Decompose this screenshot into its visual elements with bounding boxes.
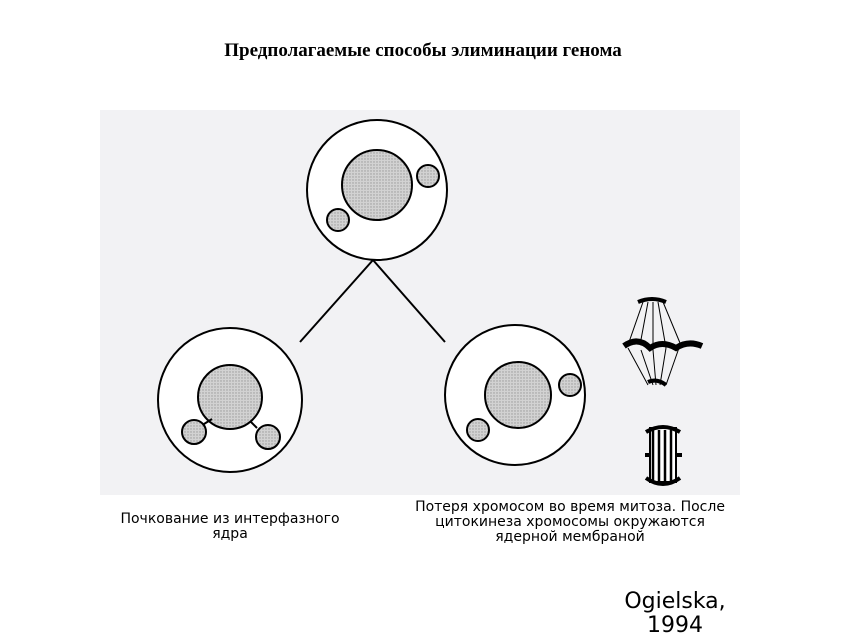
parent-cell <box>307 120 447 260</box>
micronucleus <box>327 209 349 231</box>
slide-title: Предполагаемые способы элиминации генома <box>224 40 622 61</box>
budding-nucleus <box>198 365 262 429</box>
genome-elimination-diagram <box>100 110 740 495</box>
post-mitosis-cell <box>445 325 585 465</box>
caption-budding: Почкование из интерфазного ядра <box>120 511 340 542</box>
daughter-nucleus <box>485 362 551 428</box>
micronucleus <box>417 165 439 187</box>
citation: Ogielska, 1994 <box>624 589 726 638</box>
parent-nucleus <box>342 150 412 220</box>
nuclear-bud <box>182 420 206 444</box>
budding-cell <box>158 328 302 472</box>
nuclear-bud <box>256 425 280 449</box>
chromosome-cluster <box>645 427 682 484</box>
micronucleus <box>559 374 581 396</box>
micronucleus <box>467 419 489 441</box>
caption-chromosome-loss: Потеря хромосом во время митоза. После цитокинеза хромосомы окружаются ядерной мембраной <box>415 499 725 545</box>
